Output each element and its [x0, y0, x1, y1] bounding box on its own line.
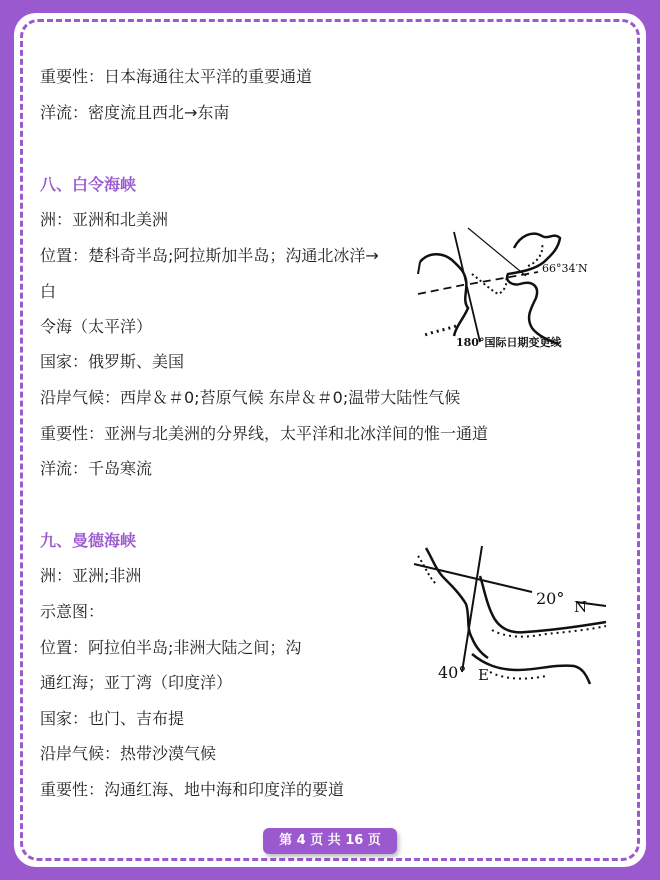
sec9-continent: 洲：亚洲;非洲 — [40, 566, 142, 585]
sec8-importance: 重要性：亚洲与北美洲的分界线，太平洋和北冰洋间的惟一通道 — [40, 424, 489, 443]
sec8-position-1: 位置：楚科奇半岛;阿拉斯加半岛；沟通北冰洋→ — [40, 246, 379, 265]
sec9-diagram-label: 示意图： — [40, 602, 105, 621]
mandeb-lat-dir: N — [574, 598, 588, 616]
sec9-heading: 九、曼德海峡 — [40, 531, 137, 550]
sec9-position-2: 通红海；亚丁湾（印度洋） — [40, 673, 233, 692]
mandeb-lon-dir: E — [478, 666, 489, 684]
bering-lon-label: 180°国际日期变更线 — [456, 336, 562, 349]
sec7-current: 洋流：密度流且西北→东南 — [40, 103, 230, 122]
sec9-position-1: 位置：阿拉伯半岛;非洲大陆之间；沟 — [40, 638, 302, 657]
sec7-importance: 重要性：日本海通往太平洋的重要通道 — [40, 67, 313, 86]
mandeb-strait-map — [406, 542, 612, 692]
mandeb-lon-label: 40° — [438, 663, 467, 682]
bering-strait-map — [408, 222, 608, 354]
sec9-climate: 沿岸气候：热带沙漠气候 — [40, 744, 217, 763]
sec9-importance: 重要性：沟通红海、地中海和印度洋的要道 — [40, 780, 345, 799]
page-indicator: 第 4 页 共 16 页 — [263, 828, 397, 854]
sec8-current: 洋流：千岛寒流 — [40, 459, 153, 478]
sec9-country: 国家：也门、吉布提 — [40, 709, 185, 728]
sec8-climate: 沿岸气候：西岸＆＃0;苔原气候 东岸＆＃0;温带大陆性气候 — [40, 388, 461, 407]
sec8-position-2: 白 — [40, 282, 57, 301]
sec8-continent: 洲：亚洲和北美洲 — [40, 210, 169, 229]
sec8-heading: 八、白令海峡 — [40, 175, 137, 194]
bering-lat-label: 66°34′N — [542, 262, 588, 275]
sec8-country: 国家：俄罗斯、美国 — [40, 352, 185, 371]
mandeb-lat-label: 20° — [536, 589, 565, 608]
sec8-position-3: 令海（太平洋） — [40, 317, 153, 336]
